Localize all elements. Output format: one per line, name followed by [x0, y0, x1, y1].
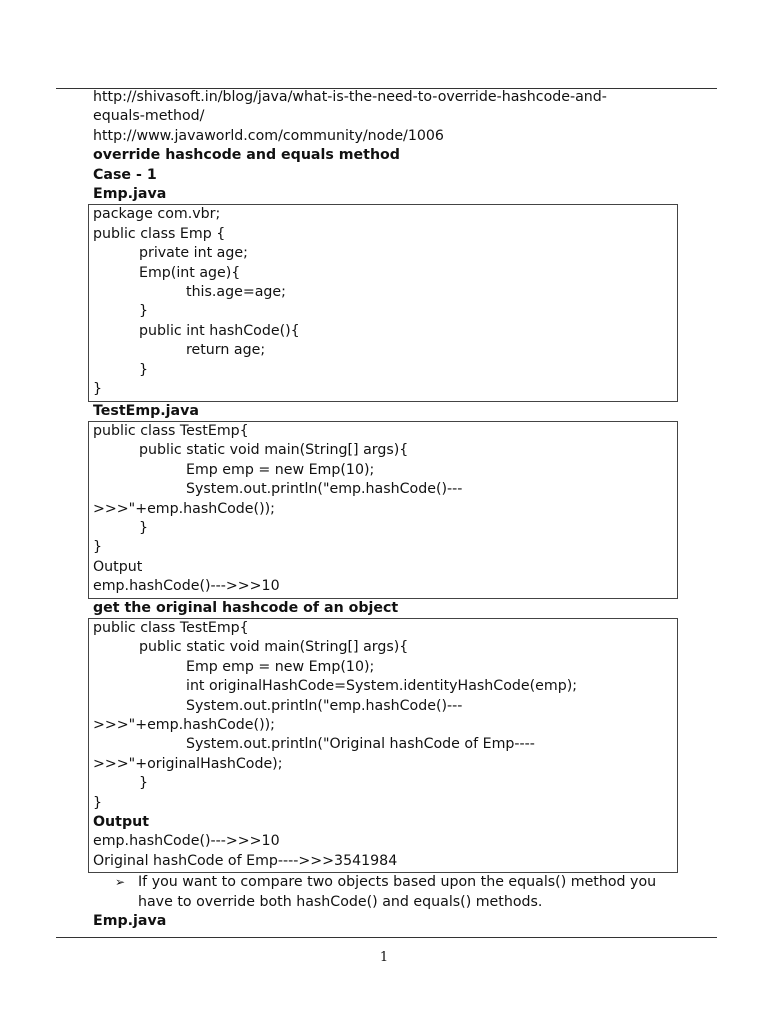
- arrow-bullet-icon: ➢: [115, 875, 126, 890]
- code-line: }: [93, 381, 103, 398]
- code-line: }: [139, 775, 149, 792]
- code-line: public static void main(String[] args){: [139, 639, 409, 656]
- code-line: >>>"+emp.hashCode());: [93, 500, 275, 517]
- code-line: Emp(int age){: [139, 264, 241, 281]
- code-line: }: [139, 361, 149, 378]
- code-line: public class Emp {: [93, 225, 226, 242]
- code-line: >>>"+emp.hashCode());: [93, 717, 275, 733]
- output-value: emp.hashCode()--->>>10: [93, 578, 280, 595]
- code-line: >>>"+originalHashCode);: [93, 755, 283, 772]
- code-line: Emp emp = new Emp(10);: [186, 658, 375, 675]
- footer-rule: [56, 937, 717, 938]
- output-value: Original hashCode of Emp---->>>3541984: [93, 852, 398, 869]
- code-line: package com.vbr;: [93, 206, 221, 223]
- bullet-text: If you want to compare two objects based upon the equals() method you have to override both hashCode() and equals() methods.: [138, 874, 657, 910]
- bullet-item: [93, 873, 693, 912]
- code-line: }: [93, 794, 103, 811]
- file-heading-testemp: TestEmp.java: [93, 402, 199, 419]
- code-box-emp: [88, 204, 678, 401]
- reference-link[interactable]: http://shivasoft.in/blog/java/what-is-the-need-to-override-hashcode-and-: [93, 89, 607, 105]
- code-line: return age;: [186, 342, 266, 359]
- reference-link[interactable]: http://www.javaworld.com/community/node/1006: [93, 127, 444, 144]
- output-label: Output: [93, 814, 149, 831]
- code-line: System.out.println("emp.hashCode()---: [186, 481, 463, 498]
- output-value: emp.hashCode()--->>>10: [93, 833, 280, 850]
- page-number: 1: [379, 950, 389, 965]
- case-heading: Case - 1: [93, 166, 157, 183]
- code-line: }: [93, 539, 103, 556]
- code-box-testemp: [88, 421, 678, 599]
- file-heading-emp: Emp.java: [93, 186, 167, 203]
- code-line: }: [139, 303, 149, 320]
- code-line: System.out.println("Original hashCode of Emp----: [186, 736, 535, 753]
- code-line: Emp emp = new Emp(10);: [186, 461, 375, 478]
- code-line: public static void main(String[] args){: [139, 442, 409, 459]
- code-line: int originalHashCode=System.identityHashCode(emp);: [186, 678, 578, 695]
- reference-link-continued[interactable]: equals-method/: [93, 108, 205, 125]
- output-label: Output: [93, 558, 143, 575]
- code-box-testemp-original: [88, 618, 678, 873]
- code-line: public class TestEmp{: [93, 422, 249, 439]
- code-line: private int age;: [139, 245, 248, 262]
- section-heading: override hashcode and equals method: [93, 147, 400, 164]
- section-heading-original-hashcode: get the original hashcode of an object: [93, 599, 399, 616]
- file-heading-emp-2: Emp.java: [93, 913, 167, 930]
- code-line: }: [139, 519, 149, 536]
- code-line: public class TestEmp{: [93, 619, 249, 636]
- code-line: public int hashCode(){: [139, 322, 300, 339]
- code-line: this.age=age;: [186, 284, 286, 301]
- document-body: [93, 88, 693, 931]
- code-line: System.out.println("emp.hashCode()---: [186, 697, 463, 714]
